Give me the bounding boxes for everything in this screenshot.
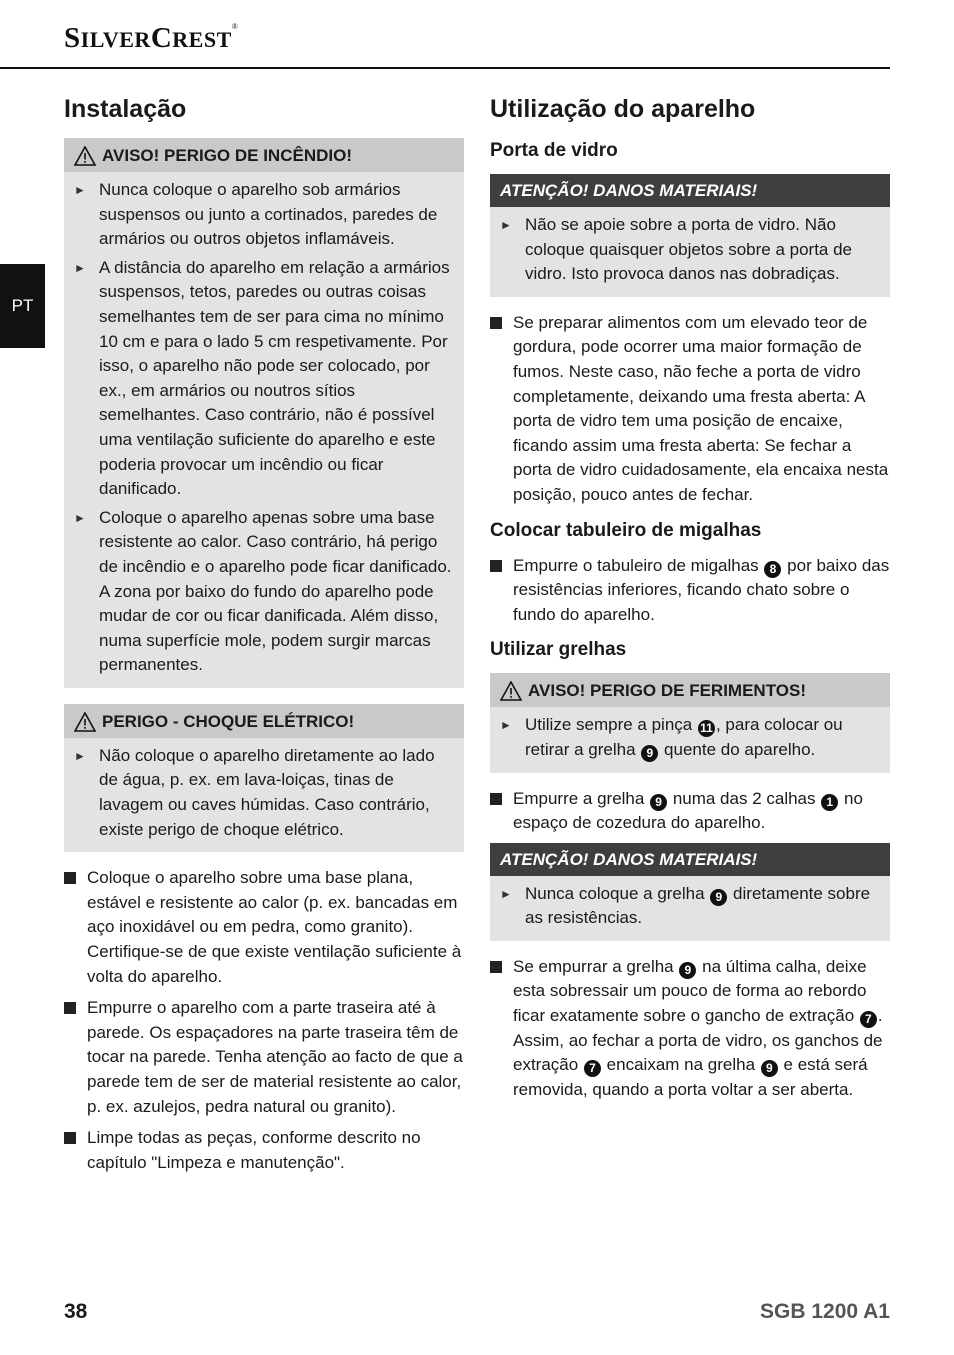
warning-triangle-icon [500,681,522,701]
part-number-badge: 8 [764,561,781,578]
square-bullet-icon [490,787,513,836]
injury-warning-box [490,673,890,772]
part-number-badge: 9 [710,889,727,906]
square-bullet-icon [64,1126,87,1175]
injury-warning-title: AVISO! PERIGO DE FERIMENTOS! [528,681,807,701]
warning-triangle-icon [74,712,96,732]
brand-logo: SILVERCREST® [64,22,239,54]
arrow-bullet-icon: ► [500,718,512,733]
right-column [490,92,890,1109]
door-caution-header: ATENÇÃO! DANOS MATERIAIS! [490,174,890,207]
section-title-installation: Instalação [64,95,187,123]
subheading-glass-door: Porta de vidro [490,140,618,161]
part-number-badge: 9 [679,962,696,979]
square-bullet-icon [490,311,513,508]
step-item: Empurre a grelha 9 numa das 2 calhas 1 no espaço de cozedura do aparelho. [490,787,890,836]
fire-warning-box [64,138,464,688]
left-column [64,92,464,1182]
injury-warning-header [490,673,890,707]
grill-caution-header: ATENÇÃO! DANOS MATERIAIS! [490,843,890,876]
page-number: 38 [64,1300,88,1323]
list-item: ► Não coloque o aparelho diretamente ao lado de água, p. ex. em lava-loiças, tinas de lavagem ou caves húmidas. Caso contrário, existe perigo de choque elétrico. [74,744,456,842]
part-number-badge: 9 [761,1060,778,1077]
part-number-badge: 7 [860,1011,877,1028]
language-tab: PT [0,264,45,348]
part-number-badge: 9 [650,794,667,811]
arrow-bullet-icon: ► [74,260,86,275]
header-rule [0,67,890,69]
arrow-bullet-icon: ► [500,218,512,232]
subheading-crumb-tray: Colocar tabuleiro de migalhas [490,519,762,541]
step-item: Se empurrar a grelha 9 na última calha, deixe esta sobressair um pouco de forma ao rebordo ficar exatamente sobre o gancho de extração 7 . Assim, ao fechar a porta de vidro, os ganchos de extração 7 encaixam na grelha 9 e está será removida, quando a porta voltar a ser aberta. [490,955,890,1103]
fire-warning-title: AVISO! PERIGO DE INCÊNDIO! [102,146,352,165]
list-item: ► A distância do aparelho em relação a armários suspensos, tetos, paredes ou outras coisas semelhantes tem de ser para cima no mínimo 10 cm e para o lado 5 cm respetivamente. Por isso, o aparelho não pode ser colocado, por ex., em armários ou noutros sítios semelhantes. Caso contrário, não é possível uma ventilação suficiente do aparelho e este poderia provocar um incêndio ou ficar danificado. [74,256,456,502]
list-item: ► Coloque o aparelho apenas sobre uma base resistente ao calor. Caso contrário, há perigo de incêndio e o aparelho pode ficar danificado. A zona por baixo do fundo do aparelho pode mudar de cor ou ficar danificada. Além disso, numa superfície mole, podem surgir marcas permanentes. [74,506,456,678]
list-item: ► Não se apoie sobre a porta de vidro. Não coloque quaisquer objetos sobre a porta de vidro. Isto provoca danos nas dobradiças. [500,213,882,287]
part-number-badge: 11 [698,720,715,737]
step-item: Coloque o aparelho sobre uma base plana, estável e resistente ao calor (p. ex. bancadas em aço inoxidável ou em pedra, como granito). Certifique-se de que existe ventilação suficiente à volta do aparelho. [64,866,464,989]
step-item: Limpe todas as peças, conforme descrito no capítulo "Limpeza e manutenção". [64,1126,464,1175]
subheading-grills: Utilizar grelhas [490,639,627,661]
model-name: SGB 1200 A1 [760,1300,890,1323]
square-bullet-icon [64,996,87,1119]
arrow-bullet-icon: ► [500,886,512,901]
part-number-badge: 7 [584,1060,601,1077]
door-caution-box [490,174,890,297]
list-item: ► Nunca coloque a grelha 9 diretamente sobre as resistências. [500,882,882,931]
warning-triangle-icon [74,146,96,166]
arrow-bullet-icon: ► [74,748,86,763]
shock-warning-title: PERIGO - CHOQUE ELÉTRICO! [102,711,355,731]
part-number-badge: 1 [821,794,838,811]
square-bullet-icon [64,866,87,989]
square-bullet-icon [490,554,513,628]
part-number-badge: 9 [641,745,658,762]
shock-warning-box [64,704,464,852]
grill-caution-box [490,843,890,941]
list-item: ► Utilize sempre a pinça 11 , para colocar ou retirar a grelha 9 quente do aparelho. [500,713,882,762]
step-item: Empurre o aparelho com a parte traseira até à parede. Os espaçadores na parte traseira têm de tocar na parede. Tenha atenção ao facto de que a parede tem de ser de material resistente ao calor, p. ex. azulejos, pedra natural ou granito). [64,996,464,1119]
arrow-bullet-icon: ► [74,510,86,525]
fire-warning-header [64,138,464,172]
arrow-bullet-icon: ► [74,183,86,197]
square-bullet-icon [490,955,513,1103]
section-title-usage: Utilização do aparelho [490,95,756,123]
step-item: Empurre o tabuleiro de migalhas 8 por baixo das resistências inferiores, ficando chato sobre o fundo do aparelho. [490,554,890,628]
list-item: ► Nunca coloque o aparelho sob armários suspensos ou junto a cortinados, paredes de armários ou outros objetos inflamáveis. [74,178,456,252]
step-item: Se preparar alimentos com um elevado teor de gordura, pode ocorrer uma maior formação de fumos. Neste caso, não feche a porta de vidro completamente, deixando uma fresta aberta: A porta de vidro tem uma posição de encaixe, ficando assim uma fresta aberta: Se fechar a porta de vidro cuidadosamente, ela encaixa nesta posição, pouco antes de fechar. [490,311,890,508]
shock-warning-header [64,704,464,738]
